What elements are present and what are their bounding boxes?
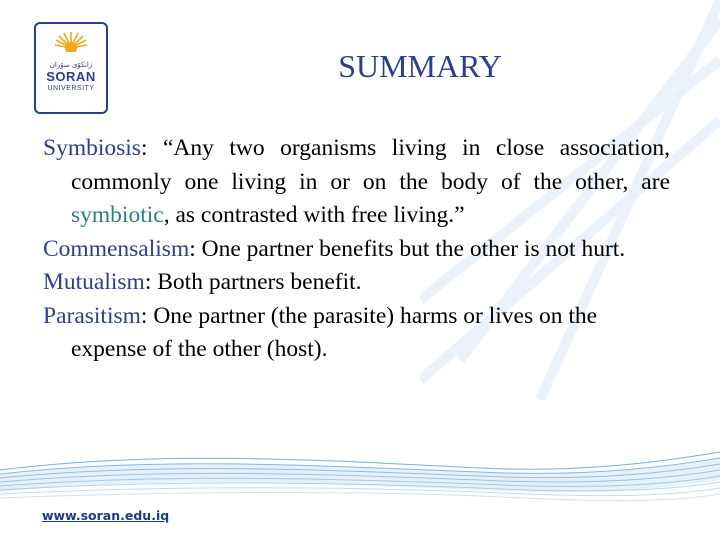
paragraph-commensalism (43, 233, 670, 267)
slide-title: SUMMARY (338, 48, 502, 84)
logo-subtitle: UNIVERSITY (47, 85, 95, 92)
term-commensalism: Commensalism (43, 235, 190, 262)
university-logo (34, 22, 108, 114)
definition-text: Both partners benefit. (157, 269, 362, 295)
highlight-symbiotic: symbiotic (71, 202, 164, 228)
separator: : (140, 302, 154, 329)
paragraph-symbiosis (43, 132, 670, 233)
separator: : (140, 135, 163, 161)
term-mutualism: Mutualism (43, 269, 145, 295)
paragraph-mutualism (43, 266, 670, 300)
website-link[interactable]: www.soran.edu.iq (42, 508, 170, 523)
term-parasitism: Parasitism (43, 302, 141, 329)
sun-emblem-icon (53, 30, 89, 60)
separator: : (144, 269, 158, 295)
logo-name: SORAN (46, 69, 96, 84)
logo-arabic-text: زانكۆی سۆران (49, 61, 93, 69)
separator: : (189, 235, 202, 262)
paragraph-parasitism (43, 300, 670, 367)
definition-text: One partner benefits but the other is not hurt. (201, 235, 626, 262)
slide-content (43, 132, 670, 367)
definition-text: “Any two organisms living in close association, commonly one living in or on the body of the other, are (71, 135, 670, 195)
definition-text-end: , as contrasted with free living.” (163, 202, 465, 228)
definition-text: One partner (the parasite) harms or lives on the expense of the other (host). (71, 302, 598, 362)
footer-wave-decoration (0, 440, 720, 540)
term-symbiosis: Symbiosis (43, 135, 141, 161)
